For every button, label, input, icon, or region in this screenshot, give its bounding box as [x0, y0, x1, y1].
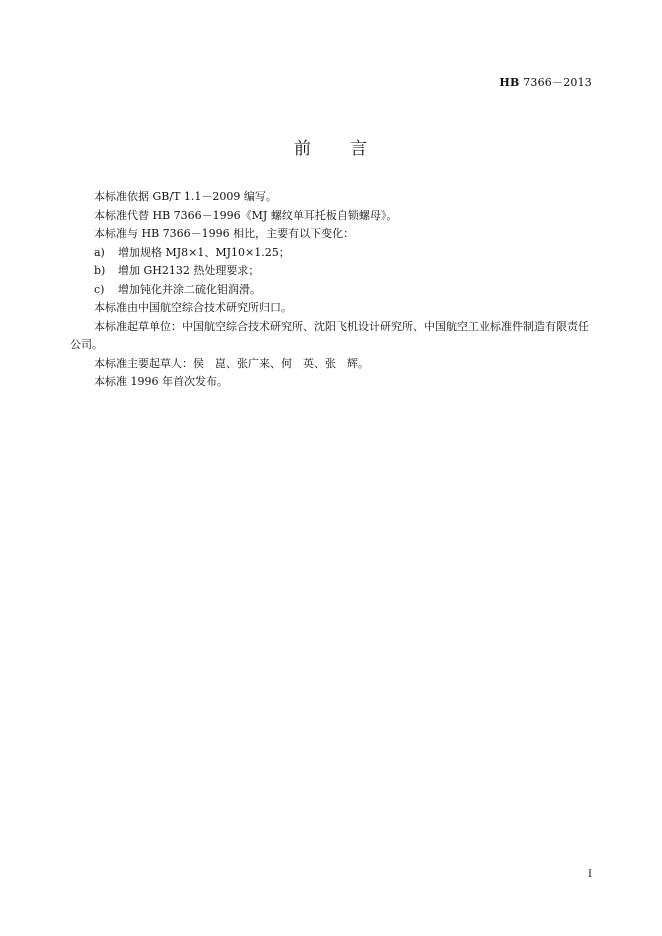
list-item: [70, 281, 592, 300]
page-number: I: [588, 869, 592, 880]
list-item: [70, 262, 592, 281]
page-title: [0, 134, 662, 159]
list-item-marker: b): [94, 264, 106, 277]
foreword-body: [70, 188, 592, 392]
paragraph-drafting-units: 本标准起草单位：中国航空综合技术研究所、沈阳飞机设计研究所、中国航空工业标准件制造有限责任公司。: [70, 319, 589, 351]
document-code-prefix: HB: [499, 76, 520, 89]
list-item: [70, 244, 592, 263]
list-item-text: 增加规格 MJ8×1、MJ10×1.25；: [118, 245, 290, 259]
paragraph-basis: 本标准依据 GB/T 1.1－2009 编写。: [94, 190, 277, 203]
list-item-text: 增加 GH2132 热处理要求；: [118, 264, 260, 277]
list-item-marker: a): [94, 245, 105, 259]
paragraph-drafters: 本标准主要起草人：侯 崑、张广来、何 英、张 辉。: [94, 356, 369, 370]
document-code-number: 7366－2013: [519, 76, 592, 89]
paragraph-administered-by: 本标准由中国航空综合技术研究所归口。: [94, 301, 292, 314]
paragraph-first-published: 本标准 1996 年首次发布。: [94, 375, 228, 388]
paragraph-replaces: 本标准代替 HB 7366－1996《MJ 螺纹单耳托板自锁螺母》。: [94, 208, 398, 222]
document-code: [499, 74, 592, 90]
page-title-char-1: 前: [294, 139, 312, 159]
page-title-char-2: 言: [350, 139, 368, 159]
list-item-text: 增加钝化并涂二硫化钼润滑。: [118, 282, 261, 296]
paragraph-changes-intro: 本标准与 HB 7366－1996 相比，主要有以下变化：: [94, 227, 355, 240]
list-item-marker: c): [94, 282, 105, 296]
